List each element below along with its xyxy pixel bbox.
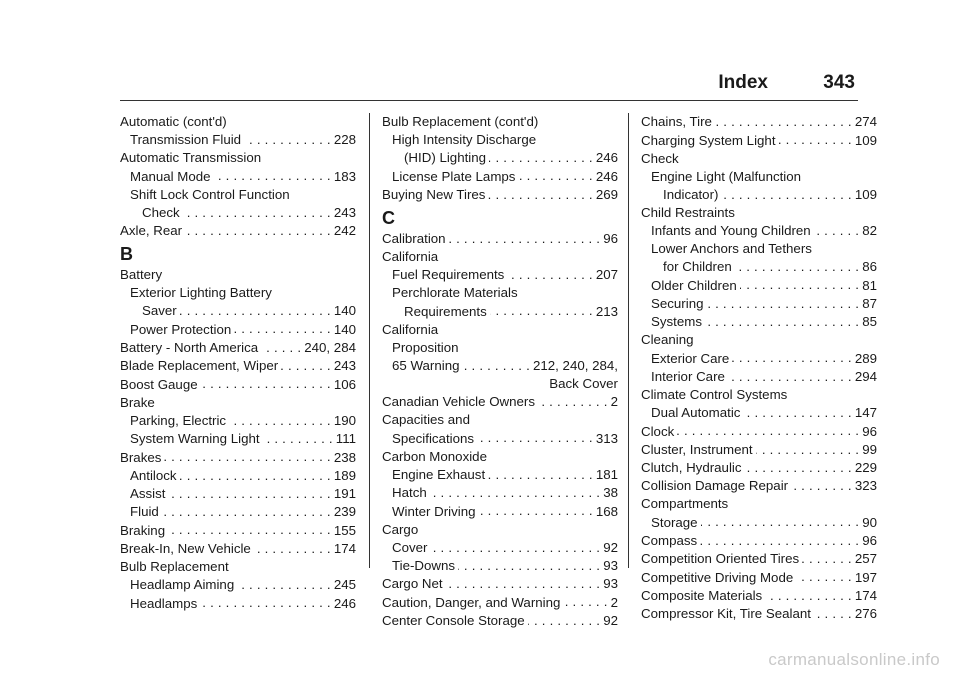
index-entry [120,448,356,466]
entry-text: Bulb Replacement [120,559,229,575]
index-entry [382,357,618,375]
entry-page-ref: 183 [333,168,356,184]
entry-text: Older Children [651,277,737,293]
index-entry [120,266,356,284]
entry-text: Clutch, Hydraulic [641,460,742,476]
entry-page-ref: Back Cover [549,376,618,392]
index-entry [120,302,356,320]
index-entry [382,557,618,575]
entry-page-ref: 240, 284 [304,340,356,356]
dot-leader [701,513,860,526]
entry-text: License Plate Lamps [392,168,516,184]
index-entry [120,222,356,240]
index-entry [120,558,356,576]
entry-text: (HID) Lighting [404,150,487,166]
entry-text: Automatic Transmission [120,150,262,166]
entry-text: Battery [120,267,163,283]
entry-page-ref: 87 [862,296,877,312]
entry-page-ref: 229 [854,460,877,476]
index-entry [641,532,877,550]
dot-leader [254,540,331,553]
index-entry [641,331,877,349]
dot-leader [715,113,852,126]
dot-leader [430,539,600,552]
entry-text: Carbon Monoxide [382,448,487,464]
index-entry [120,131,356,149]
entry-page-ref: 109 [854,132,877,148]
dot-leader [518,167,592,180]
entry-text: Brake [120,394,155,410]
entry-page-ref: 213 [595,303,618,319]
entry-text: Indicator) [663,186,719,202]
dot-leader [796,568,852,581]
entry-page-ref: 274 [854,114,877,130]
index-entry [382,266,618,284]
entry-text: Storage [651,514,698,530]
dot-leader [162,503,331,516]
dot-leader [214,167,331,180]
entry-text: Headlamps [130,595,198,611]
dot-leader [234,320,331,333]
entry-text: Bulb Replacement (cont'd) [382,114,539,129]
dot-leader [168,521,331,534]
index-entry [382,502,618,520]
index-entry [382,612,618,630]
dot-leader [261,339,301,352]
dot-leader [814,222,860,235]
index-entry [382,466,618,484]
entry-text: Winter Driving [392,503,476,519]
index-entry [382,284,618,302]
index-entry [641,313,877,331]
section-title: Index [718,72,768,93]
entry-page-ref: 96 [603,231,618,247]
index-entry [120,204,356,222]
index-entry [120,375,356,393]
entry-page-ref: 239 [333,504,356,520]
index-entry [641,513,877,531]
entry-text: Hatch [392,485,427,501]
dot-leader [728,368,852,381]
entry-text: Engine Light (Malfunction [651,168,802,184]
index-entry-continuation [382,375,618,393]
dot-leader [677,422,859,435]
index-column-1 [120,113,356,613]
entry-page-ref: 189 [333,467,356,483]
index-entry [382,167,618,185]
entry-text: Exterior Care [651,350,730,366]
index-entry [641,386,877,404]
entry-text: Blade Replacement, Wiper [120,358,279,374]
index-entry [641,368,877,386]
entry-page-ref: 96 [862,423,877,439]
index-entry [641,568,877,586]
index-entry [382,321,618,339]
entry-text: Cleaning [641,332,694,348]
index-entry [120,339,356,357]
dot-leader [538,393,608,406]
dot-leader [229,412,331,425]
index-entry [120,149,356,167]
entry-text: Requirements [404,303,487,319]
dot-leader [430,484,600,497]
entry-text: Center Console Storage [382,613,525,629]
index-entry [641,550,877,568]
dot-leader [814,605,852,618]
dot-leader [765,587,852,600]
entry-text: Child Restraints [641,204,735,220]
entry-text: Capacities and [382,412,470,428]
index-entry [641,131,877,149]
entry-text: Assist [130,486,166,502]
entry-text: Parking, Electric [130,412,227,428]
entry-page-ref: 85 [862,314,877,330]
index-entry [382,302,618,320]
entry-text: Check [142,204,180,220]
dot-leader [180,302,331,315]
dot-leader [244,131,331,144]
index-entry [120,113,356,131]
entry-text: Canadian Vehicle Owners [382,394,536,410]
index-entry [120,467,356,485]
index-entry [641,605,877,623]
index-entry [382,429,618,447]
dot-leader [237,576,331,589]
index-entry [120,430,356,448]
page-header [120,70,858,101]
entry-page-ref: 294 [854,368,877,384]
index-entry [120,320,356,338]
entry-page-ref: 109 [854,186,877,202]
entry-page-ref: 269 [595,186,618,202]
entry-text: Securing [651,296,704,312]
entry-text: Fuel Requirements [392,267,505,283]
dot-leader [490,302,593,315]
entry-text: Power Protection [130,321,232,337]
index-entry [641,477,877,495]
entry-text: Break-In, New Vehicle [120,541,251,557]
entry-page-ref: 228 [333,132,356,148]
entry-text: Climate Control Systems [641,386,788,402]
entry-page-ref: 38 [603,485,618,501]
index-entry [641,459,877,477]
entry-page-ref: 243 [333,358,356,374]
index-entry [641,150,877,168]
entry-text: 65 Warning [392,358,460,374]
entry-text: Compartments [641,496,729,512]
dot-leader [281,357,331,370]
index-entry [641,186,877,204]
index-entry [382,484,618,502]
dot-leader [721,186,851,199]
entry-text: Tie-Downs [392,558,456,574]
entry-page-ref: 81 [862,277,877,293]
entry-page-ref: 86 [862,259,877,275]
dot-leader [756,441,860,454]
entry-text: Lower Anchors and Tethers [651,241,812,257]
entry-page-ref: 212, 240, 284, [532,358,618,374]
dot-leader [700,532,859,545]
entry-text: Composite Materials [641,587,763,603]
page-number: 343 [823,72,855,93]
index-entry [382,186,618,204]
entry-page-ref: 323 [854,478,877,494]
entry-page-ref: 190 [333,412,356,428]
entry-page-ref: 289 [854,350,877,366]
entry-page-ref: 238 [333,449,356,465]
dot-leader [779,131,852,144]
entry-text: Compressor Kit, Tire Sealant [641,606,811,622]
entry-page-ref: 82 [862,223,877,239]
index-entry [382,539,618,557]
entry-text: Chains, Tire [641,114,712,130]
index-entry [382,393,618,411]
entry-page-ref: 96 [862,533,877,549]
index-entry [382,113,618,131]
index-entry [120,186,356,204]
index-entry [641,258,877,276]
entry-page-ref: 174 [333,541,356,557]
entry-text: Fluid [130,504,159,520]
index-letter-heading: C [382,207,395,228]
entry-text: Cargo Net [382,576,443,592]
index-entry [382,411,618,429]
index-entry [641,587,877,605]
entry-text: Engine Exhaust [392,466,486,482]
dot-leader [563,593,607,606]
dot-leader [449,230,601,243]
entry-page-ref: 197 [854,569,877,585]
entry-page-ref: 140 [333,321,356,337]
entry-text: Systems [651,314,702,330]
entry-text: California [382,321,439,337]
entry-page-ref: 313 [595,430,618,446]
entry-text: High Intensity Discharge [392,132,537,147]
entry-text: Specifications [392,430,475,446]
entry-text: Headlamp Aiming [130,577,235,593]
index-entry [641,495,877,513]
dot-leader [183,204,331,217]
entry-text: Shift Lock Control Function [130,186,290,202]
entry-text: for Children [663,259,732,275]
index-entry [641,295,877,313]
index-entry [120,412,356,430]
dot-leader [263,430,333,443]
dot-leader [507,266,592,279]
entry-text: Cover [392,539,428,555]
entry-text: Exterior Lighting Battery [130,285,272,301]
index-entry [641,113,877,131]
entry-page-ref: 111 [335,431,356,447]
index-entry [120,576,356,594]
dot-leader [488,466,593,479]
index-entry [641,441,877,459]
index-entry [641,222,877,240]
index-entry [382,149,618,167]
dot-leader [706,295,859,308]
entry-text: Braking [120,522,166,538]
index-entry [120,357,356,375]
entry-text: Collision Damage Repair [641,478,789,494]
entry-text: Cluster, Instrument [641,441,753,457]
index-entry [382,339,618,357]
dot-leader [745,459,852,472]
entry-page-ref: 2 [610,394,618,410]
entry-page-ref: 106 [333,376,356,392]
dot-leader [180,467,331,480]
dot-leader [732,349,851,362]
entry-text: Battery - North America [120,340,259,356]
entry-page-ref: 2 [610,594,618,610]
index-entry [120,284,356,302]
index-letter-heading: B [120,244,133,265]
index-entry [120,503,356,521]
entry-text: Manual Mode [130,168,211,184]
entry-page-ref: 155 [333,522,356,538]
entry-text: Axle, Rear [120,223,183,239]
entry-page-ref: 207 [595,267,618,283]
entry-text: Perchlorate Materials [392,285,518,301]
watermark: carmanualsonline.info [768,650,940,669]
index-entry [382,230,618,248]
dot-leader [735,258,859,271]
index-column-2 [382,113,618,630]
entry-page-ref: 92 [603,539,618,555]
index-entry [382,131,618,149]
index-entry [641,404,877,422]
dot-leader [200,594,331,607]
dot-leader [168,485,330,498]
entry-page-ref: 257 [854,551,877,567]
entry-page-ref: 181 [595,466,618,482]
dot-leader [740,276,859,289]
index-entry [120,167,356,185]
entry-page-ref: 245 [333,577,356,593]
dot-leader [802,550,852,563]
entry-page-ref: 99 [862,441,877,457]
index-entry [641,240,877,258]
index-entry [382,521,618,539]
entry-page-ref: 242 [333,223,356,239]
entry-text: Cargo [382,521,419,537]
entry-text: California [382,249,439,265]
index-entry [120,521,356,539]
index-entry [120,594,356,612]
entry-text: Check [641,150,679,166]
entry-page-ref: 191 [333,486,356,502]
index-entry [120,485,356,503]
entry-page-ref: 246 [595,168,618,184]
entry-text: System Warning Light [130,431,260,447]
index-column-3 [641,113,877,623]
entry-text: Proposition [392,339,459,355]
entry-text: Caution, Danger, and Warning [382,594,561,610]
entry-page-ref: 93 [603,576,618,592]
index-entry [641,422,877,440]
entry-text: Charging System Light [641,132,776,148]
column-divider [369,113,370,568]
index-entry [382,575,618,593]
dot-leader [488,186,592,199]
entry-page-ref: 246 [333,595,356,611]
entry-text: Dual Automatic [651,405,741,421]
entry-page-ref: 93 [603,558,618,574]
entry-page-ref: 276 [854,606,877,622]
entry-text: Compass [641,533,698,549]
entry-page-ref: 168 [595,503,618,519]
dot-leader [458,557,600,570]
entry-text: Infants and Young Children [651,223,811,239]
entry-page-ref: 243 [333,204,356,220]
entry-text: Calibration [382,231,446,247]
entry-page-ref: 140 [333,303,356,319]
entry-text: Competitive Driving Mode [641,569,794,585]
entry-page-ref: 90 [862,514,877,530]
entry-text: Transmission Fluid [130,132,242,148]
dot-leader [201,375,331,388]
entry-text: Competition Oriented Tires [641,551,800,567]
dot-leader [463,357,530,370]
dot-leader [479,502,593,515]
dot-leader [489,149,593,162]
dot-leader [743,404,851,417]
index-entry [382,448,618,466]
dot-leader [791,477,852,490]
index-entry [382,593,618,611]
dot-leader [705,313,859,326]
entry-text: Antilock [130,467,177,483]
dot-leader [446,575,601,588]
index-entry [120,394,356,412]
index-entry [641,276,877,294]
entry-text: Clock [641,423,675,439]
entry-page-ref: 92 [603,613,618,629]
entry-page-ref: 147 [854,405,877,421]
dot-leader [528,612,601,625]
index-entry [641,349,877,367]
entry-text: Interior Care [651,368,725,384]
entry-text: Buying New Tires [382,186,486,202]
entry-text: Automatic (cont'd) [120,114,227,129]
entry-page-ref: 174 [854,587,877,603]
dot-leader [164,448,330,461]
index-entry [641,168,877,186]
dot-leader [477,429,593,442]
dot-leader [185,222,331,235]
entry-text: Saver [142,303,177,319]
column-divider [628,113,629,568]
entry-text: Brakes [120,449,162,465]
entry-page-ref: 246 [595,150,618,166]
index-entry [382,248,618,266]
index-entry [120,540,356,558]
entry-text: Boost Gauge [120,376,198,392]
index-entry [641,204,877,222]
